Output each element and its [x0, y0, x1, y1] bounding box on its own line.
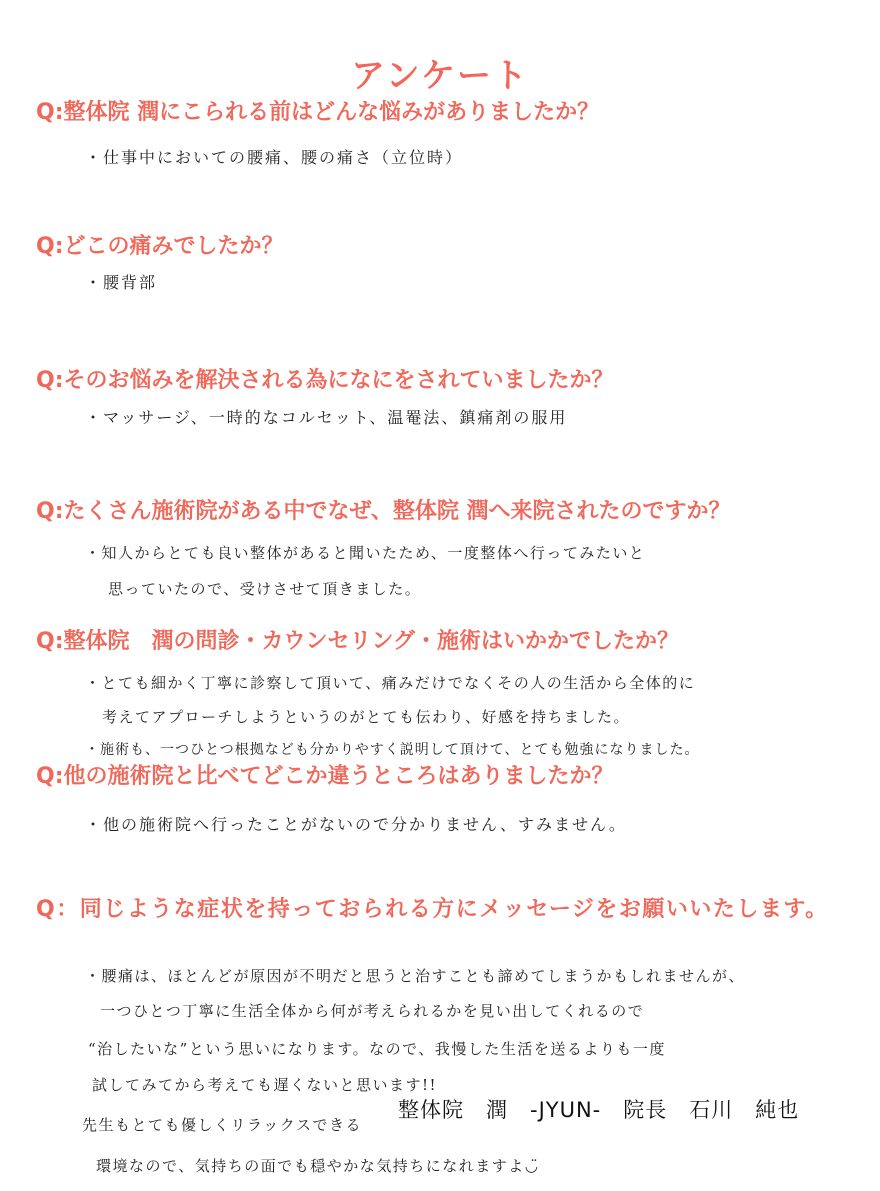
answer-7-line-1: ・腰痛は、ほとんどが原因が不明だと思うと治すことも諦めてしまうかもしれませんが、: [85, 967, 746, 985]
question-2: Q:どこの痛みでしたか？: [36, 234, 284, 259]
answer-7-line-5: 先生もとても優しくリラックスできる: [82, 1116, 363, 1134]
question-6: Q:他の施術院と比べてどこか違うところはありましたか？: [36, 764, 614, 789]
answer-5-line-1: ・とても細かく丁寧に診察して頂いて、痛みだけでなくその人の生活から全体的に: [85, 674, 696, 692]
answer-1-line-1: ・仕事中においての腰痛、腰の痛さ（立位時）: [85, 148, 464, 167]
answer-4-line-2: 思っていたので、受けさせて頂きました。: [108, 580, 422, 598]
answer-4-line-1: ・知人からとても良い整体があると聞いたため、一度整体へ行ってみたいと: [85, 544, 646, 562]
answer-7-line-2: 一つひとつ丁寧に生活全体から何が考えられるかを見い出してくれるので: [100, 1002, 645, 1020]
answer-7-line-3: “治したいな”という思いになります。なので、我慢した生活を送るよりも一度: [88, 1040, 666, 1058]
answer-2-line-1: ・腰背部: [85, 273, 158, 292]
answer-7-line-4: 試してみてから考えても遅くないと思います!!: [92, 1076, 438, 1094]
question-7: Q：同じような症状を持っておられる方にメッセージをお願いいたします。: [36, 897, 829, 922]
question-4: Q:たくさん施術院がある中でなぜ、整体院 潤へ来院されたのですか？: [36, 499, 731, 524]
page-title: アンケート: [351, 56, 529, 96]
answer-6-line-1: ・他の施術院へ行ったことがないので分かりません、すみません。: [85, 815, 627, 834]
clinic-signature: 整体院 潤 -JYUN- 院長 石川 純也: [398, 1098, 800, 1122]
answer-5-line-2: 考えてアプローチしようというのがとても伝わり、好感を持ちました。: [102, 708, 631, 726]
question-1: Q:整体院 潤にこられる前はどんな悩みがありましたか？: [36, 100, 600, 125]
answer-7-line-6: 環境なので、気持ちの面でも穏やかな気持ちになれますよ◡̈: [96, 1157, 540, 1175]
question-5: Q:整体院 潤の問診・カウンセリング・施術はいかかでしたか？: [36, 629, 680, 654]
question-3: Q:そのお悩みを解決される為になにをされていましたか？: [36, 368, 614, 393]
answer-3-line-1: ・マッサージ、一時的なコルセット、温罨法、鎮痛剤の服用: [85, 408, 568, 427]
answer-5-line-3: ・施術も、一つひとつ根拠なども分かりやすく説明して頂けて、とても勉強になりました。: [85, 742, 700, 758]
